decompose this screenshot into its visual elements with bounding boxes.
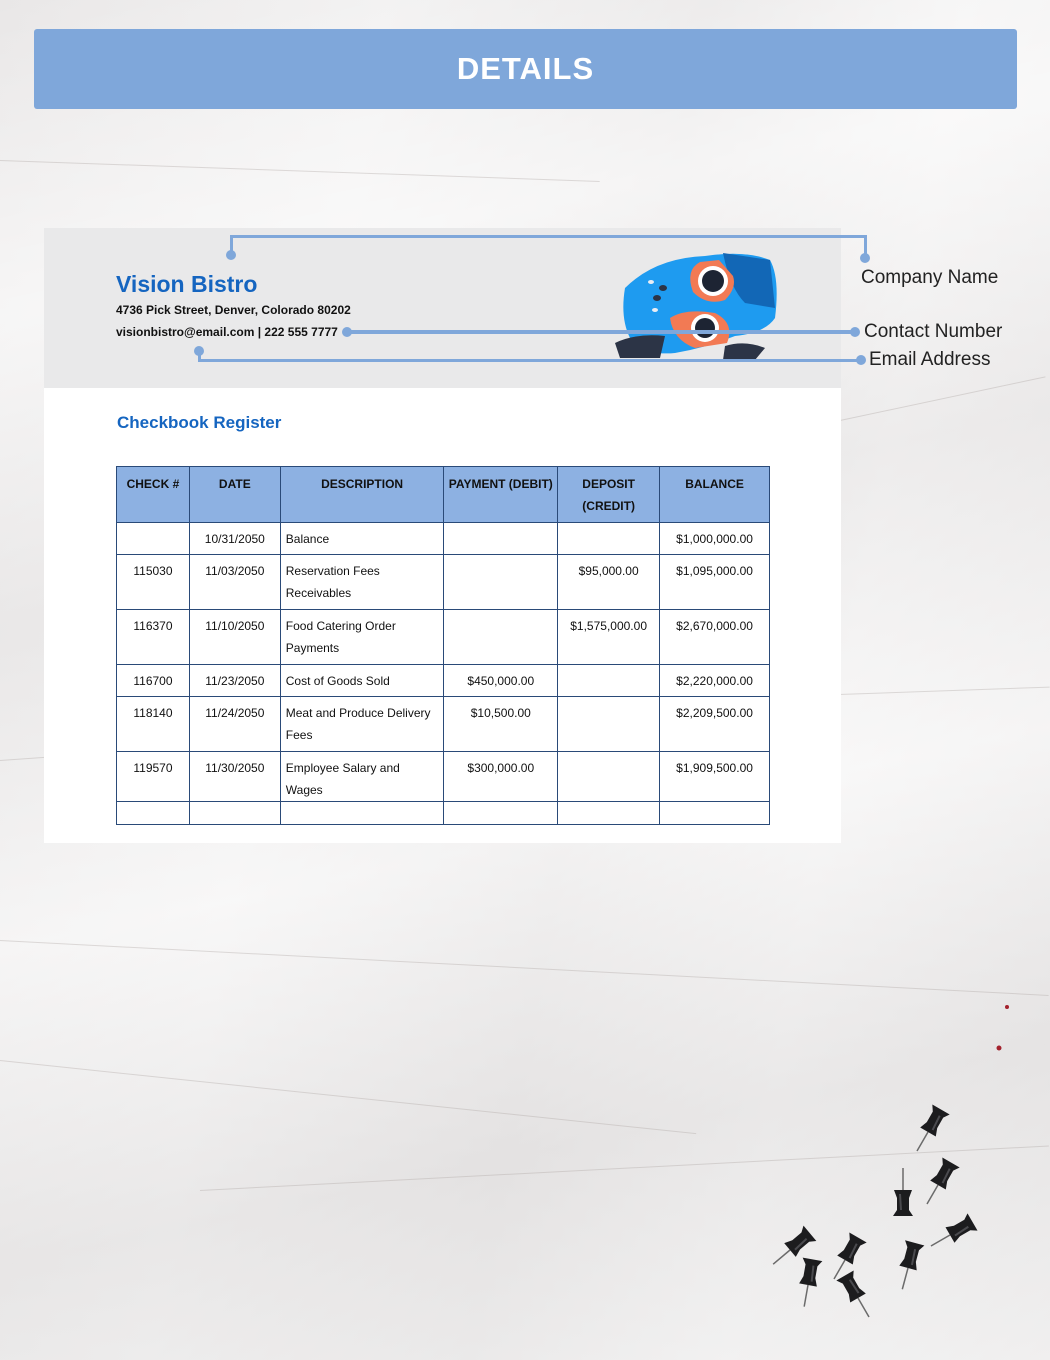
connector-dot [856, 355, 866, 365]
cell-balance: $2,209,500.00 [660, 697, 770, 752]
cell-date: 11/23/2050 [189, 665, 280, 697]
callout-contact-number: Contact Number [864, 321, 1003, 342]
cell-description: Cost of Goods Sold [280, 665, 444, 697]
cell-check: 116700 [117, 665, 190, 697]
cell-check [117, 802, 190, 825]
table-header-row [117, 467, 770, 523]
cell-check: 115030 [117, 555, 190, 610]
cell-date: 11/10/2050 [189, 610, 280, 665]
marble-vein [0, 940, 1049, 996]
connector-dot [194, 346, 204, 356]
connector-line [198, 359, 862, 362]
header-deposit [558, 467, 660, 523]
callout-company-name: Company Name [861, 267, 999, 288]
cell-deposit: $1,575,000.00 [558, 610, 660, 665]
header-description: DESCRIPTION [280, 467, 444, 523]
header-check: CHECK # [117, 467, 190, 523]
details-banner [34, 29, 1017, 109]
cell-description: Employee Salary and Wages [280, 752, 444, 802]
cell-payment [444, 802, 558, 825]
table-row [117, 523, 770, 555]
table-row [117, 665, 770, 697]
cell-balance: $1,000,000.00 [660, 523, 770, 555]
cell-date: 11/24/2050 [189, 697, 280, 752]
cell-description: Balance [280, 523, 444, 555]
header-deposit-line1: DEPOSIT [582, 477, 635, 491]
company-address: 4736 Pick Street, Denver, Colorado 80202 [116, 303, 351, 317]
table-row [117, 697, 770, 752]
header-date: DATE [189, 467, 280, 523]
cell-description [280, 802, 444, 825]
cell-balance: $1,909,500.00 [660, 752, 770, 802]
company-name: Vision Bistro [116, 271, 258, 297]
marble-vein [0, 1060, 696, 1134]
cell-check: 119570 [117, 752, 190, 802]
cell-payment: $300,000.00 [444, 752, 558, 802]
table-row [117, 752, 770, 802]
ink-speck-icon [990, 1000, 1020, 1060]
cell-date [189, 802, 280, 825]
coffee-meeting-illustration-icon [615, 248, 785, 360]
cell-payment [444, 555, 558, 610]
marble-vein [0, 160, 600, 182]
cell-balance: $2,670,000.00 [660, 610, 770, 665]
cell-balance: $2,220,000.00 [660, 665, 770, 697]
table-row-empty [117, 802, 770, 825]
cell-description: Food Catering Order Payments [280, 610, 444, 665]
marble-vein [840, 376, 1046, 421]
header-deposit-line2: (CREDIT) [582, 499, 635, 513]
cell-balance: $1,095,000.00 [660, 555, 770, 610]
cell-deposit [558, 665, 660, 697]
cell-deposit [558, 802, 660, 825]
banner-title: DETAILS [456, 51, 595, 86]
cell-description: Meat and Produce Delivery Fees [280, 697, 444, 752]
connector-line [347, 330, 857, 334]
header-payment: PAYMENT (DEBIT) [444, 467, 558, 523]
cell-payment [444, 523, 558, 555]
cell-deposit [558, 523, 660, 555]
connector-line [230, 235, 867, 238]
cell-payment: $450,000.00 [444, 665, 558, 697]
cell-payment [444, 610, 558, 665]
cell-date: 11/03/2050 [189, 555, 280, 610]
cell-check: 118140 [117, 697, 190, 752]
cell-date: 10/31/2050 [189, 523, 280, 555]
callout-email-address: Email Address [869, 349, 991, 370]
cell-date: 11/30/2050 [189, 752, 280, 802]
table-row [117, 610, 770, 665]
pushpins-icon [750, 1090, 1000, 1330]
table-row [117, 555, 770, 610]
cell-deposit: $95,000.00 [558, 555, 660, 610]
connector-dot [226, 250, 236, 260]
cell-deposit [558, 697, 660, 752]
cell-check [117, 523, 190, 555]
header-balance: BALANCE [660, 467, 770, 523]
connector-dot [860, 253, 870, 263]
cell-payment: $10,500.00 [444, 697, 558, 752]
cell-deposit [558, 752, 660, 802]
section-title: Checkbook Register [117, 413, 282, 432]
cell-check: 116370 [117, 610, 190, 665]
connector-dot [850, 327, 860, 337]
cell-balance [660, 802, 770, 825]
cell-description: Reservation Fees Receivables [280, 555, 444, 610]
company-contact: visionbistro@email.com | 222 555 7777 [116, 325, 338, 339]
connector-dot [342, 327, 352, 337]
checkbook-register-table [116, 466, 770, 825]
